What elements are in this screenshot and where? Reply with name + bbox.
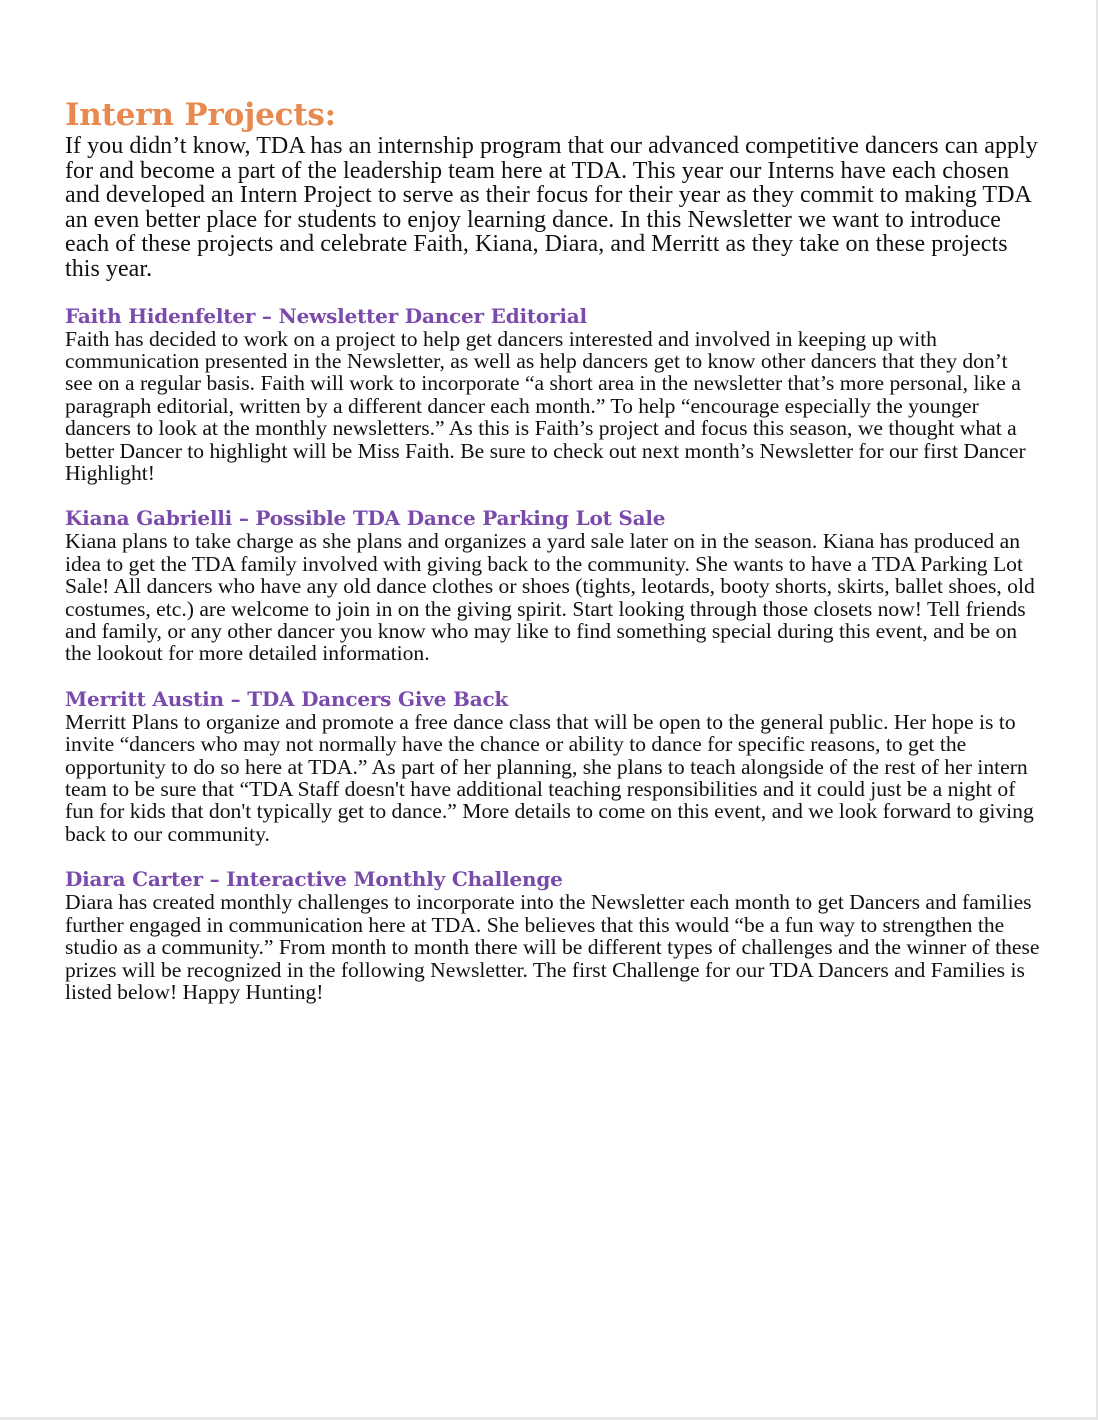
section-body: Faith has decided to work on a project to help get dancers interested and involved in keeping up with communication presented in the Newsletter, as well as help dancers get to know other dancers that they don’t see on a regular basis. Faith will work to incorporate “a short area in the newsletter that’s more personal, like a paragraph editorial, written by a different dancer each month.” To help “encourage especially the younger dancers to look at the monthly newsletters.” As this is Faith’s project and focus this season, we thought what a better Dancer to highlight will be Miss Faith. Be sure to check out next month’s Newsletter for our first Dancer Highlight! <box>65 326 1026 485</box>
section-faith <box>65 304 1040 485</box>
section-body: Kiana plans to take charge as she plans and organizes a yard sale later on in the season. Kiana has produced an idea to get the TDA family involved with giving back to the community. She wants to have a TDA Parking Lot Sale! All dancers who have any old dance clothes or shoes (tights, leotards, booty shorts, skirts, ballet shoes, old costumes, etc.) are welcome to join in on the giving spirit. Start looking through those closets now! Tell friends and family, or any other dancer you know who may like to find something special during this event, and be on the lookout for more detailed information. <box>65 529 1035 666</box>
intro-paragraph: If you didn’t know, TDA has an internship program that our advanced competitive dancers can apply for and become a part of the leadership team here at TDA. This year our Interns have each chosen and developed an Intern Project to serve as their focus for their year as they commit to making TDA an even better place for students to enjoy learning dance. In this Newsletter we want to introduce each of these projects and celebrate Faith, Kiana, Diara, and Merritt as they take on these projects this year. <box>65 133 1038 282</box>
page-title: Intern Projects: <box>65 97 336 133</box>
newsletter-page <box>65 96 1040 1003</box>
section-heading: Faith Hidenfelter – Newsletter Dancer Editorial <box>65 303 587 328</box>
section-body: Merritt Plans to organize and promote a free dance class that will be open to the general public. Her hope is to invite “dancers who may not normally have the chance or ability to dance for specific reasons, to get the opportunity to do so here at TDA.” As part of her planning, she plans to teach alongside of the rest of her intern team to be sure that “TDA Staff doesn't have additional teaching responsibilities and it could just be a night of fun for kids that don't typically get to dance.” More details to come on this event, and we look forward to giving back to our community. <box>65 709 1034 846</box>
section-kiana <box>65 506 1040 664</box>
section-body: Diara has created monthly challenges to incorporate into the Newsletter each month to get Dancers and families further engaged in communication here at TDA. She believes that this would “be a fun way to strengthen the studio as a community.” From month to month there will be different types of challenges and the winner of these prizes will be recognized in the following Newsletter. The first Challenge for our TDA Dancers and Families is listed below! Happy Hunting! <box>65 890 1040 1004</box>
section-merritt <box>65 687 1040 845</box>
section-heading: Kiana Gabrielli – Possible TDA Dance Parking Lot Sale <box>65 506 666 531</box>
section-diara <box>65 867 1040 1003</box>
section-heading: Diara Carter – Interactive Monthly Challenge <box>65 867 563 892</box>
section-heading: Merritt Austin – TDA Dancers Give Back <box>65 686 509 711</box>
